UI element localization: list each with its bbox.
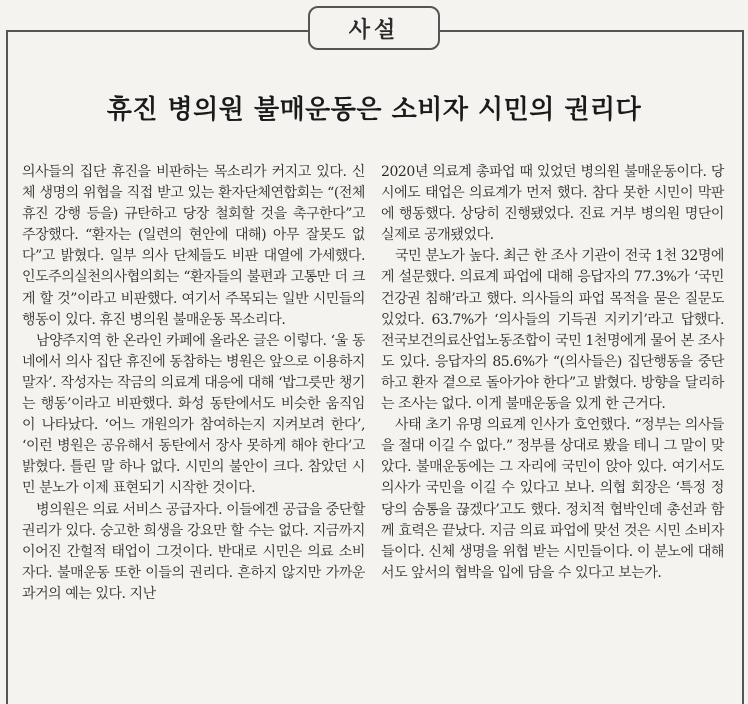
paragraph: 국민 분노가 높다. 최근 한 조사 기관이 전국 1천 32명에게 설문했다. 의료계 파업에 대해 응답자의 77.3%가 ‘국민 건강권 침해’라고 했다. 의사들의 파업 목적을 묻은 질문도 있었다. 63.7%가 ‘의사들의 기득권 지키기’라고 답했다. 전국보건의료산업노동조합이 국민 1천명에게 물어 본 조사도 있다. 응답자의 85.6%가 “(의사들은) 집단행동을 중단하고 환자 곁으로 돌아가야 한다”고 밝혔다. 방향을 달리하는 조사는 없다. 이게 불매운동을 있게 한 근거다. <box>381 248 724 413</box>
paragraph: 2020년 의료계 총파업 때 있었던 병의원 불매운동이다. 당시에도 태업은 의료계가 먼저 했다. 참다 못한 시민이 막판에 행동했다. 상당히 진행됐었다. 진료 거부 병의원 명단이 실제로 공개됐었다. <box>381 164 724 244</box>
left-column <box>22 162 365 605</box>
paragraph: 병의원은 의료 서비스 공급자다. 이들에겐 공급을 중단할 권리가 있다. 숭고한 희생을 강요만 할 수는 없다. 지금까지 이어진 간헐적 태업이 그것이다. 반대로 시민은 의료 소비자다. 불매운동 또한 이들의 권리다. 흔하지 않지만 가까운 과거의 예는 있다. 지난 <box>22 501 365 602</box>
paragraph: 남양주지역 한 온라인 카페에 올라온 글은 이렇다. ‘울 동네에서 의사 집단 휴진에 동참하는 병원은 앞으로 이용하지 말자’. 작성자는 작금의 의료계 대응에 대해 ‘밥그릇만 챙기는 행동’이라고 비판했다. 화성 동탄에서도 비슷한 움직임이 나타났다. ‘어느 개원의가 참여하는지 지켜보려 한다’, ‘이런 병원은 공유해서 동탄에서 장사 못하게 해야 한다’고 밝혔다. 틀린 말 하나 없다. 시민의 불안이 크다. 참았던 시민 분노가 이제 표현되기 시작한 것이다. <box>22 332 365 497</box>
paragraph: 사태 초기 유명 의료계 인사가 호언했다. “정부는 의사들을 절대 이길 수 없다.” 정부를 상대로 봤을 테니 그 말이 맞았다. 불매운동에는 그 자리에 국민이 앉아 있다. 여기서도 의사가 국민을 이길 수 있다고 보나. 의협 회장은 ‘특정 정당의 숨통을 끊겠다’고도 했다. 정치적 협박인데 총선과 함께 효력은 끝났다. 지금 의료 파업에 맞선 것은 시민 소비자들이다. 신체 생명을 위협 받는 시민들이다. 이 분노에 대해서도 앞서의 협박을 입에 담을 수 있다고 보는가. <box>381 417 724 581</box>
paragraph: 의사들의 집단 휴진을 비판하는 목소리가 커지고 있다. 신체 생명의 위협을 직접 받고 있는 환자단체연합회는 “(전체 휴진 강행 등을) 규탄하고 당장 철회할 것을 촉구한다”고 주장했다. “환자는 (일련의 현안에 대해) 아무 잘못도 없다”고 밝혔다. 일부 의사 단체들도 비판 대열에 가세했다. 인도주의실천의사협의회는 “환자들의 불편과 고통만 더 크게 할 것”이라고 비판했다. 여기서 주목되는 일반 시민들의 행동이 있다. 휴진 병의원 불매운동 목소리다. <box>22 164 365 328</box>
headline: 휴진 병의원 불매운동은 소비자 시민의 권리다 <box>106 95 642 125</box>
section-label: 사설 <box>308 6 440 50</box>
right-column <box>381 162 724 584</box>
